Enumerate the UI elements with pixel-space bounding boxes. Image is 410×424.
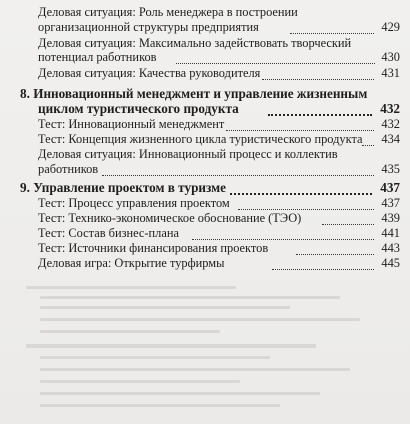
toc-page-number: 430 [381,50,400,64]
toc-entry-title-line: Тест: Состав бизнес-плана [38,226,179,240]
dot-leader [238,207,374,210]
toc-entry-title-line: Деловая ситуация: Качества руководителя [38,66,261,80]
toc-page-number: 439 [381,211,400,225]
toc-entry-title-line: Деловая ситуация: Максимально задействовать творческий [38,36,352,50]
toc-entry-title-line: организационной структуры предприятия [38,20,259,34]
toc-page-number: 437 [381,196,400,210]
dot-leader [226,128,374,131]
toc-entry-title-line: работников [38,162,99,176]
dot-leader [102,173,374,176]
chapter-title-line: 8. Инновационный менеджмент и управление жизненным [20,86,368,101]
toc-entry-title-line: потенциал работников [38,50,157,64]
chapter-page-number: 437 [380,180,400,195]
chapter-title-line: 9. Управление проектом в туризме [20,180,226,195]
dot-leader [268,112,372,116]
dot-leader [176,61,375,64]
toc-page-number: 429 [381,20,400,34]
dot-leader [290,31,374,34]
dot-leader [322,222,374,225]
toc-entry-title-line: Деловая игра: Открытие турфирмы [38,256,225,270]
toc-page-number: 431 [381,66,400,80]
toc-entry-title-line: Тест: Процесс управления проектом [38,196,230,210]
chapter-title-line: циклом туристического продукта [38,101,239,116]
bleed-through-texture [0,272,410,424]
dot-leader [262,77,374,80]
toc-page-number: 432 [381,117,400,131]
toc-page-number: 445 [381,256,400,270]
toc-entry-title-line: Тест: Технико-экономическое обоснование (ТЭО) [38,211,302,225]
toc-page-number: 435 [381,162,400,176]
toc-entry-title-line: Тест: Источники финансирования проектов [38,241,269,255]
dot-leader [362,143,374,146]
dot-leader [296,252,374,255]
toc-page-number: 434 [381,132,400,146]
toc-page-number: 443 [381,241,400,255]
dot-leader [192,237,374,240]
toc-entry-title-line: Тест: Инновационный менеджмент [38,117,225,131]
chapter-page-number: 432 [380,101,400,116]
dot-leader [230,191,372,195]
toc-entry-title-line: Деловая ситуация: Роль менеджера в построении [38,5,298,19]
toc-page-number: 441 [381,226,400,240]
toc-entry-title-line: Тест: Концепция жизненного цикла туристического продукта [38,132,363,146]
toc-entry-title-line: Деловая ситуация: Инновационный процесс и коллектив [38,147,338,161]
dot-leader [272,267,374,270]
